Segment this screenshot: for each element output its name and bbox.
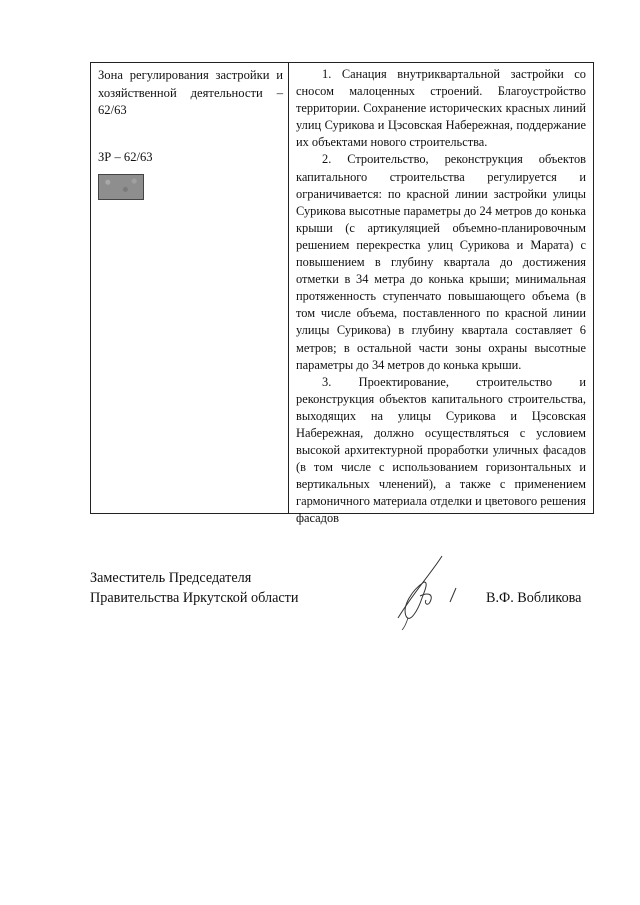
requirement-item-2: 2. Строительство, реконструкция объектов капитального строительства регулируется и ограничивается: по красной линии застройки улицы Сурикова высотные параметры до 24 метров до конька крыши (с артикуляцией объемно-планировочным решением перекрестка улиц Сурикова и Марата) с повышением в глубину квартала до достижения отметки в 34 метра до конька крыши; минимальная протяженность ступенчато повышающего объема (в том числе объема, поставленного по красной линии улицы Сурикова) в глубину квартала составляет 6 метров; в остальной части зоны охраны высотные параметры до 34 метров до конька крыши. [296, 152, 586, 372]
zone-name: Зона регулирования застройки и хозяйственной деятельности – 62/63 [98, 68, 283, 117]
requirement-item-3: 3. Проектирование, строительство и реконструкция объектов капитального строительства, выходящих на улицы Сурикова и Цэсовская Набережная, должно осуществляться с условием высокой архитектурной проработки уличных фасадов (в том числе с использованием горизонтальных и вертикальных членений), а также с применением гармоничного материала отделки и цветового решения фасадов [296, 374, 586, 526]
zone-code: ЗР – 62/63 [98, 150, 153, 164]
zone-description-cell [91, 63, 289, 513]
signatory-title-line-2: Правительства Иркутской области [90, 590, 299, 606]
zone-requirements-cell [289, 63, 593, 526]
signatory-title [90, 568, 298, 608]
zone-legend-swatch [98, 174, 144, 200]
requirement-item-1: 1. Санация внутриквартальной застройки со сносом малоценных строений. Благоустройство территории. Сохранение исторических красных линий улиц Сурикова и Цэсовская Набережная, поддержание их объектами нового строительства. [296, 67, 586, 150]
signatory-name: В.Ф. Вобликова [486, 590, 582, 606]
zone-regulation-table [90, 62, 594, 526]
signatory-title-line-1: Заместитель Председателя [90, 570, 252, 586]
handwritten-signature [384, 552, 474, 632]
